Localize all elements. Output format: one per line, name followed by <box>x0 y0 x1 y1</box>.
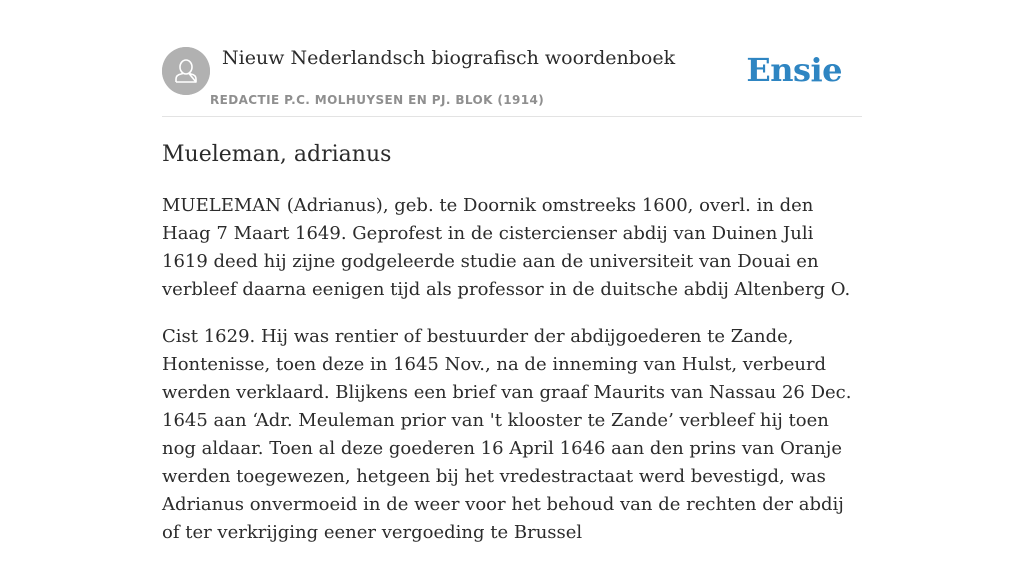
book-title[interactable]: Nieuw Nederlandsch biografisch woordenboek <box>222 47 676 69</box>
entry-title: Mueleman, adrianus <box>162 142 392 167</box>
ensie-logo[interactable]: Ensie <box>746 51 842 89</box>
book-editors: REDACTIE P.C. MOLHUYSEN EN PJ. BLOK (1914) <box>210 93 545 107</box>
article-paragraph: Cist 1629. Hij was rentier of bestuurder der abdijgoederen te Zande, Hontenisse, toen deze in 1645 Nov., na de inneming van Hulst, verbeurd werden verklaard. Blijkens een brief van graaf Maurits van Nassau 26 Dec. 1645 aan ‘Adr. Meuleman prior van 't klooster te Zande’ verbleef hij toen nog aldaar. Toen al deze goederen 16 April 1646 aan den prins van Oranje werden toegewezen, hetgeen bij het vredestractaat werd bevestigd, was Adrianus onvermoeid in de weer voor het behoud van de rechten der abdij of ter verkrijging eener vergoeding te Brussel <box>162 326 852 543</box>
book-header <box>162 30 862 117</box>
article-body <box>162 192 862 566</box>
user-silhouette-icon <box>162 47 210 95</box>
article-paragraph: MUELEMAN (Adrianus), geb. te Doornik omstreeks 1600, overl. in den Haag 7 Maart 1649. Geprofest in de cistercienser abdij van Duinen Juli 1619 deed hij zijne godgeleerde studie aan de universiteit van Douai en verbleef daarna eenigen tijd als professor in de duitsche abdij Altenberg O. <box>162 195 851 300</box>
